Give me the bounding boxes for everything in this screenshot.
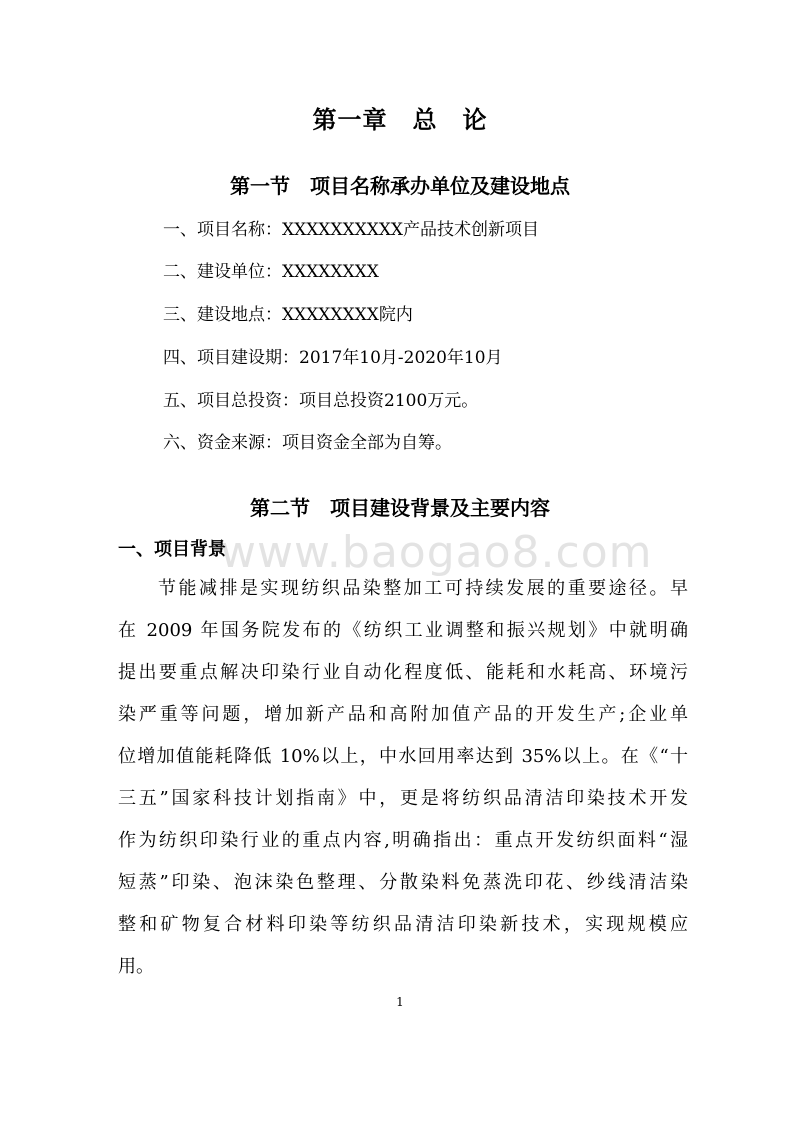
page-number: 1 xyxy=(396,995,404,1009)
section-title-1: 第一节 项目名称承办单位及建设地点 xyxy=(230,174,570,198)
fund-source-item: 六、资金来源：项目资金全部为自筹。 xyxy=(163,433,452,453)
chapter-title: 第一章 总 论 xyxy=(312,106,488,134)
paragraph-line: 位增加值能耗降低 10%以上，中水回用率达到 35%以上。在《“十 xyxy=(118,746,688,767)
paragraph-line: 染严重等问题，增加新产品和高附加值产品的开发生产;企业单 xyxy=(118,704,688,725)
total-investment-item: 五、项目总投资：项目总投资2100万元。 xyxy=(163,391,479,411)
construction-site-item: 三、建设地点：XXXXXXXX院内 xyxy=(163,305,413,325)
subheading-background: 一、项目背景 xyxy=(118,539,226,560)
paragraph-line: 整和矿物复合材料印染等纺织品清洁印染新技术，实现规模应 xyxy=(118,914,688,935)
paragraph-line: 提出要重点解决印染行业自动化程度低、能耗和水耗高、环境污 xyxy=(118,662,688,683)
paragraph-line: 三五”国家科技计划指南》中，更是将纺织品清洁印染技术开发 xyxy=(118,788,688,809)
construction-period-item: 四、项目建设期：2017年10月-2020年10月 xyxy=(163,348,503,368)
paragraph-line: 节能减排是实现纺织品染整加工可持续发展的重要途径。早 xyxy=(158,578,688,599)
background-paragraph xyxy=(118,568,688,988)
project-name-item: 一、项目名称：XXXXXXXXXX产品技术创新项目 xyxy=(163,220,540,240)
paragraph-line: 在 2009 年国务院发布的《纺织工业调整和振兴规划》中就明确 xyxy=(118,620,688,641)
section-title-2: 第二节 项目建设背景及主要内容 xyxy=(250,496,550,520)
paragraph-line: 短蒸”印染、泡沫染色整理、分散染料免蒸洗印花、纱线清洁染 xyxy=(118,872,688,893)
watermark-text: www.baogao8.com xyxy=(220,527,653,578)
paragraph-line: 作为纺织印染行业的重点内容,明确指出：重点开发纺织面料“湿 xyxy=(118,830,688,851)
paragraph-line: 用。 xyxy=(118,956,154,977)
construction-unit-item: 二、建设单位：XXXXXXXX xyxy=(163,262,379,282)
